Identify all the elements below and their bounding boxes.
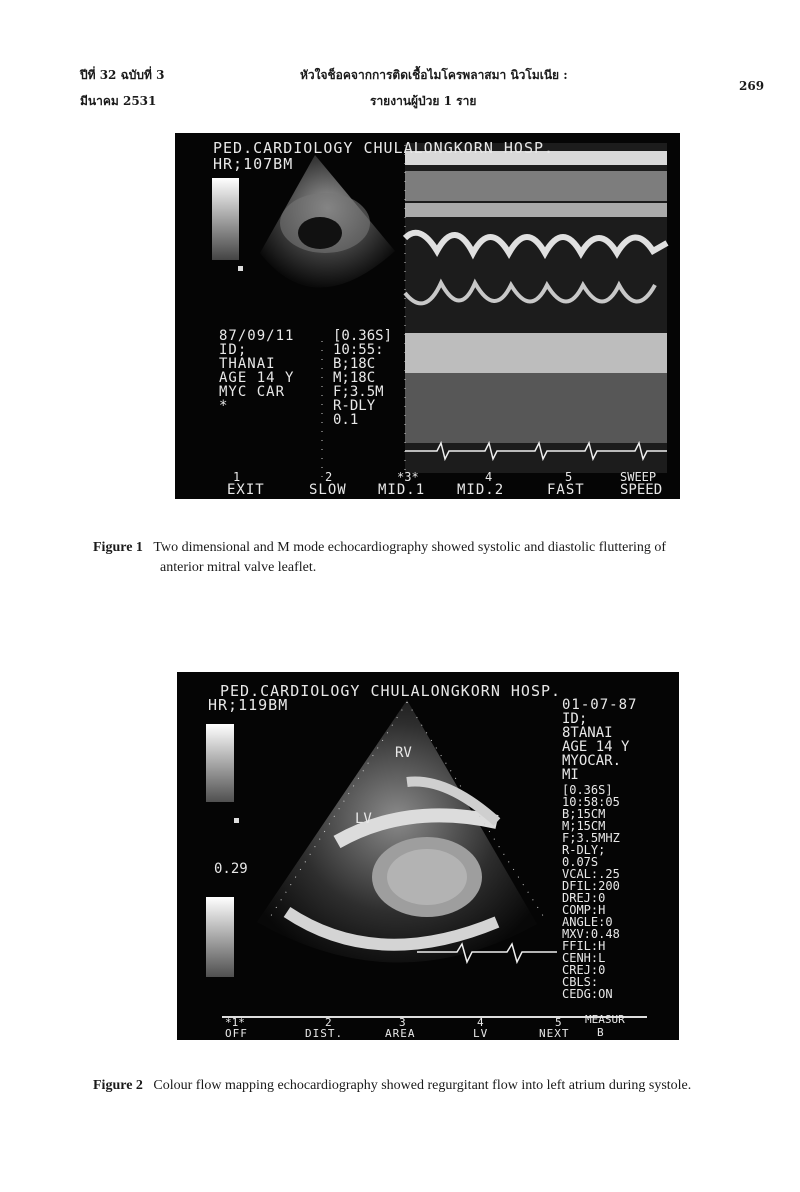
menu-num: 1 [233, 470, 241, 484]
menu-next: NEXT [539, 1027, 570, 1040]
param-line: M;15CM [562, 819, 606, 833]
figure-1-date: 87/09/11 [219, 328, 295, 344]
journal-volume: ปีที่ 32 ฉบับที่ 3 [80, 68, 165, 82]
setting-value: F;3.5M [333, 384, 384, 400]
param-line: DFIL:200 [562, 879, 620, 893]
param-line: DREJ:0 [562, 891, 606, 905]
param-line: CEDG:ON [562, 987, 613, 1001]
menu-exit: EXIT [227, 482, 265, 498]
menu-num: SWEEP [620, 470, 657, 484]
menu-mid2: MID.2 [457, 482, 505, 498]
menu-area: AREA [385, 1027, 416, 1040]
menu-num: 4 [485, 470, 493, 484]
label-rv: RV [395, 745, 412, 761]
info-line: ID; [562, 711, 588, 727]
figure-2-parameters [562, 784, 620, 1000]
figure-1-settings [333, 329, 392, 427]
echo-mmode-graphic [175, 133, 680, 499]
page-number: 269 [739, 79, 765, 93]
menu-num: 5 [565, 470, 573, 484]
param-line: MXV:0.48 [562, 927, 620, 941]
setting-value: B;18C [333, 356, 376, 372]
param-line: COMP:H [562, 903, 606, 917]
param-line: VCAL:.25 [562, 867, 620, 881]
menu-off: OFF [225, 1027, 248, 1040]
article-title: หัวใจช็อคจากการติดเชื้อไมโครพลาสมา นิวโมเนีย : [300, 68, 568, 82]
param-line: FFIL:H [562, 939, 606, 953]
figure-2-patient-info [562, 712, 629, 782]
param-line: B;15CM [562, 807, 606, 821]
figure-1-heart-rate: HR;107BM [213, 155, 294, 173]
menu-num: *3* [397, 470, 419, 484]
label-lv: LV [355, 811, 372, 827]
figure-1-caption [93, 538, 666, 558]
figure-1-id: ID; [219, 342, 248, 358]
figure-1-age: AGE 14 Y [219, 370, 295, 386]
setting-value: M;18C [333, 370, 376, 386]
article-subtitle: รายงานผู้ป่วย 1 ราย [370, 94, 477, 108]
menu-num: 5 [555, 1016, 562, 1029]
figure-1-title: PED.CARDIOLOGY CHULALONGKORN HOSP. [213, 139, 555, 157]
figure-1-star: * [219, 398, 228, 414]
figure-1-patient-name: THANAI [219, 356, 276, 372]
figure-1-caption-line-1: Two dimensional and M mode echocardiography showed systolic and diastolic fluttering of [153, 540, 667, 555]
scale-value: 0.29 [214, 861, 248, 877]
setting-value: [0.36S] [333, 328, 393, 344]
menu-speed: SPEED [620, 482, 663, 498]
param-line: ANGLE:0 [562, 915, 613, 929]
journal-date: มีนาคม 2531 [80, 94, 157, 108]
menu-num: 4 [477, 1016, 484, 1029]
figure-2-image [177, 672, 679, 1040]
menu-num: 2 [325, 470, 333, 484]
param-line: CENH:L [562, 951, 606, 965]
param-line: R-DLY; [562, 843, 606, 857]
info-line: 8TANAI [562, 725, 613, 741]
figure-2-caption [93, 1076, 691, 1096]
menu-b: B [597, 1026, 604, 1039]
figure-2-title: PED.CARDIOLOGY CHULALONGKORN HOSP. [220, 682, 562, 700]
menu-mid1: MID.1 [378, 482, 426, 498]
menu-dist: DIST. [305, 1027, 344, 1040]
figure-2-label: Figure 2 [93, 1078, 143, 1093]
param-line: F;3.5MHZ [562, 831, 620, 845]
param-line: 10:58:05 [562, 795, 620, 809]
param-line: 0.07S [562, 855, 599, 869]
figure-1-caption-line-2: anterior mitral valve leaflet. [160, 560, 317, 575]
figure-1-image [175, 133, 680, 499]
figure-2-caption-text: Colour flow mapping echocardiography showed regurgitant flow into left atrium during systole. [153, 1078, 692, 1093]
menu-lv: LV [473, 1027, 489, 1040]
param-line: [0.36S] [562, 783, 613, 797]
menu-num: 2 [325, 1016, 332, 1029]
setting-value: 10:55: [333, 342, 384, 358]
info-line: MYOCAR. [562, 753, 622, 769]
param-line: CREJ:0 [562, 963, 606, 977]
param-line: CBLS: [562, 975, 599, 989]
menu-slow: SLOW [309, 482, 347, 498]
figure-1-label: Figure 1 [93, 540, 143, 555]
menu-num: 3 [399, 1016, 406, 1029]
setting-value: R-DLY [333, 398, 376, 414]
menu-fast: FAST [547, 482, 585, 498]
setting-value: 0.1 [333, 412, 359, 428]
info-line: MI [562, 767, 579, 783]
figure-2-heart-rate: HR;119BM [208, 696, 289, 714]
info-line: AGE 14 Y [562, 739, 630, 755]
menu-num: *1* [225, 1016, 245, 1029]
figure-1-diagnosis: MYC CAR [219, 384, 286, 400]
figure-2-date: 01-07-87 [562, 697, 638, 713]
menu-measure: MEASUR [585, 1013, 625, 1026]
